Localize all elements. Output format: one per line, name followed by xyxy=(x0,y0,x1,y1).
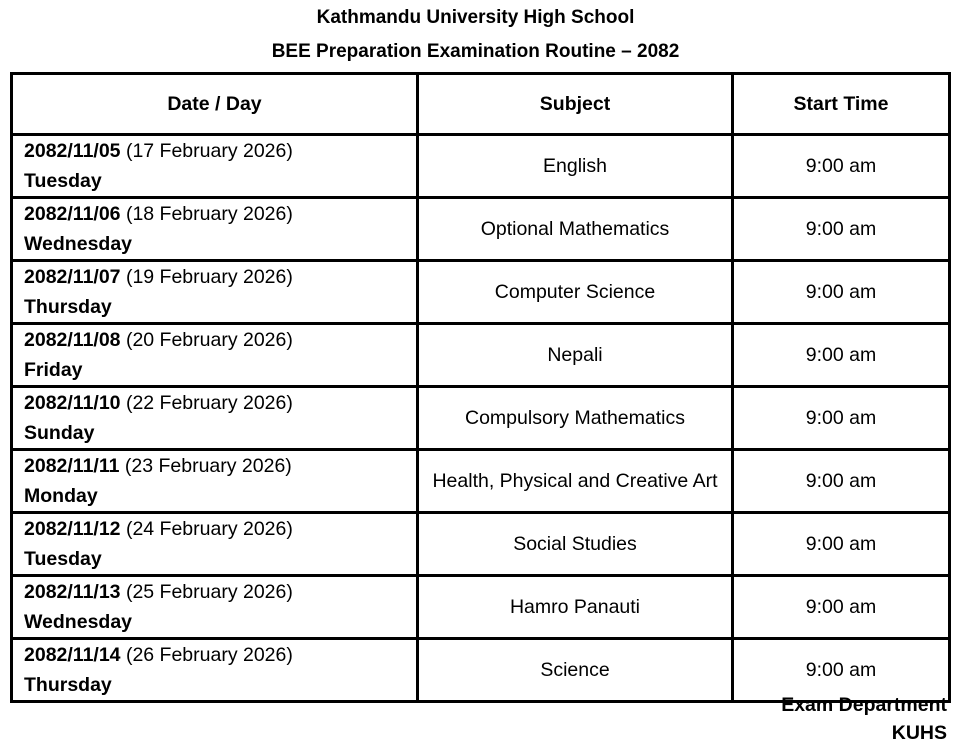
subject-cell: Compulsory Mathematics xyxy=(418,387,733,450)
date-cell xyxy=(12,513,418,576)
column-header-start-time: Start Time xyxy=(733,74,950,135)
start-time-cell: 9:00 am xyxy=(733,387,950,450)
subject-cell: Health, Physical and Creative Art xyxy=(418,450,733,513)
date-ad: (24 February 2026) xyxy=(120,518,293,540)
day-name: Sunday xyxy=(24,422,95,444)
date-cell xyxy=(12,450,418,513)
subject-cell: Optional Mathematics xyxy=(418,198,733,261)
day-name: Wednesday xyxy=(24,611,133,633)
table-row xyxy=(12,576,950,639)
start-time-cell: 9:00 am xyxy=(733,135,950,198)
subject-cell: Science xyxy=(418,639,733,702)
table-header-row xyxy=(12,74,950,135)
date-ad: (22 February 2026) xyxy=(120,392,293,414)
start-time-cell: 9:00 am xyxy=(733,261,950,324)
date-bs: 2082/11/14 xyxy=(24,644,121,666)
date-bs: 2082/11/06 xyxy=(24,203,121,225)
date-bs: 2082/11/11 xyxy=(24,455,120,477)
start-time-cell: 9:00 am xyxy=(733,198,950,261)
subject-cell: Social Studies xyxy=(418,513,733,576)
column-header-subject: Subject xyxy=(418,74,733,135)
date-bs: 2082/11/10 xyxy=(24,392,121,414)
date-bs: 2082/11/07 xyxy=(24,266,121,288)
date-bs: 2082/11/13 xyxy=(24,581,121,603)
date-cell xyxy=(12,261,418,324)
table-row xyxy=(12,324,950,387)
date-ad: (26 February 2026) xyxy=(120,644,293,666)
subject-cell: Hamro Panauti xyxy=(418,576,733,639)
date-ad: (17 February 2026) xyxy=(120,140,293,162)
date-bs: 2082/11/05 xyxy=(24,140,121,162)
date-cell xyxy=(12,576,418,639)
school-name: Kathmandu University High School xyxy=(316,7,635,28)
subject-cell: English xyxy=(418,135,733,198)
day-name: Friday xyxy=(24,359,83,381)
date-cell xyxy=(12,639,418,702)
day-name: Monday xyxy=(24,485,98,507)
date-cell xyxy=(12,324,418,387)
table-row xyxy=(12,450,950,513)
day-name: Thursday xyxy=(24,674,112,696)
day-name: Wednesday xyxy=(24,233,133,255)
date-ad: (25 February 2026) xyxy=(120,581,293,603)
date-cell xyxy=(12,198,418,261)
table-row xyxy=(12,198,950,261)
start-time-cell: 9:00 am xyxy=(733,513,950,576)
start-time-cell: 9:00 am xyxy=(733,639,950,702)
school-abbreviation: KUHS xyxy=(891,722,947,744)
table-row xyxy=(12,387,950,450)
column-header-date-day: Date / Day xyxy=(12,74,418,135)
day-name: Thursday xyxy=(24,296,112,318)
table-row xyxy=(12,261,950,324)
start-time-cell: 9:00 am xyxy=(733,576,950,639)
date-bs: 2082/11/08 xyxy=(24,329,121,351)
date-ad: (19 February 2026) xyxy=(120,266,293,288)
date-ad: (23 February 2026) xyxy=(119,455,292,477)
table-row xyxy=(12,135,950,198)
date-cell xyxy=(12,387,418,450)
table-row xyxy=(12,513,950,576)
date-ad: (18 February 2026) xyxy=(120,203,293,225)
exam-routine-table xyxy=(10,72,951,703)
day-name: Tuesday xyxy=(24,548,102,570)
subject-cell: Nepali xyxy=(418,324,733,387)
day-name: Tuesday xyxy=(24,170,102,192)
start-time-cell: 9:00 am xyxy=(733,450,950,513)
start-time-cell: 9:00 am xyxy=(733,324,950,387)
subject-cell: Computer Science xyxy=(418,261,733,324)
date-ad: (20 February 2026) xyxy=(120,329,293,351)
exam-department-label: Exam Department xyxy=(781,694,947,716)
date-bs: 2082/11/12 xyxy=(24,518,121,540)
routine-title: BEE Preparation Examination Routine – 2082 xyxy=(271,41,680,62)
date-cell xyxy=(12,135,418,198)
